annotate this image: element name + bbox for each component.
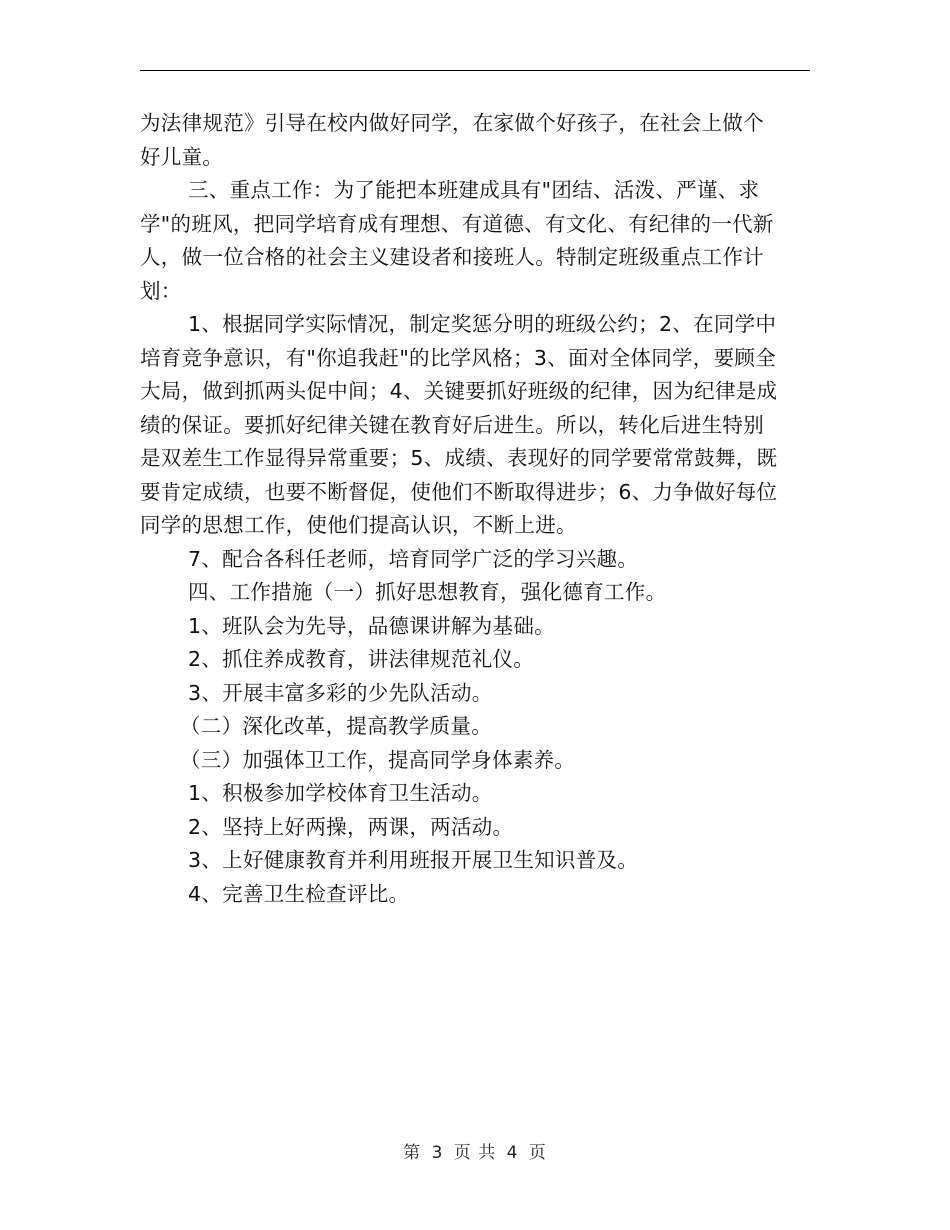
text-line: 3、上好健康教育并利用班报开展卫生知识普及。	[188, 848, 639, 872]
text-line: 2、坚持上好两操，两课，两活动。	[188, 814, 514, 839]
text-line: 为法律规范》引导在校内做好同学，在家做个好孩子，在社会上做个	[140, 111, 764, 135]
text-line: （三）加强体卫工作，提高同学身体素养。	[180, 747, 576, 772]
footer-middle: 页 共	[453, 1143, 497, 1163]
text-line: 1、根据同学实际情况，制定奖惩分明的班级公约；2、在同学中	[188, 312, 777, 336]
text-line: 2、抓住养成教育，讲法律规范礼仪。	[188, 647, 535, 671]
text-line: 学"的班风，把同学培育成有理想、有道德、有文化、有纪律的一代新	[140, 211, 774, 236]
text-line: 绩的保证。要抓好纪律关键在教育好后进生。所以，转化后进生特别	[140, 412, 764, 437]
paragraph	[140, 777, 810, 811]
text-line: 1、积极参加学校体育卫生活动。	[188, 781, 493, 805]
paragraph	[140, 643, 810, 677]
page-footer	[0, 1138, 950, 1163]
paragraph	[140, 710, 810, 744]
text-line: 划：	[140, 278, 182, 303]
text-line: 四、工作措施（一）抓好思想教育，强化德育工作。	[188, 580, 667, 604]
paragraph	[140, 543, 810, 577]
paragraph	[140, 811, 810, 845]
paragraph	[140, 744, 810, 778]
paragraph	[140, 576, 810, 610]
text-line: 人，做一位合格的社会主义建设者和接班人。特制定班级重点工作计	[140, 245, 764, 269]
document-body	[140, 107, 810, 911]
text-line: 同学的思想工作，使他们提高认识，不断上进。	[140, 513, 577, 537]
header-rule	[140, 70, 810, 71]
paragraph	[140, 308, 810, 543]
text-line: 1、班队会为先导，品德课讲解为基础。	[188, 613, 555, 638]
paragraph	[140, 107, 810, 174]
paragraph	[140, 610, 810, 644]
paragraph	[140, 844, 810, 878]
footer-suffix: 页	[528, 1143, 547, 1163]
text-line: 要肯定成绩，也要不断督促，使他们不断取得进步；6、力争做好每位	[140, 479, 778, 504]
text-line: （二）深化改革，提高教学质量。	[180, 714, 492, 738]
text-line: 7、配合各科任老师，培育同学广泛的学习兴趣。	[188, 546, 639, 571]
text-line: 是双差生工作显得异常重要；5、成绩、表现好的同学要常常鼓舞，既	[140, 446, 778, 470]
text-line: 4、完善卫生检查评比。	[188, 881, 410, 906]
text-line: 好儿童。	[140, 144, 224, 169]
text-line: 三、重点工作：为了能把本班建成具有"团结、活泼、严谨、求	[188, 178, 760, 202]
paragraph	[140, 174, 810, 308]
text-line: 大局，做到抓两头促中间；4、关键要抓好班级的纪律，因为纪律是成	[140, 379, 778, 403]
paragraph	[140, 878, 810, 912]
footer-current-page: 3	[431, 1143, 444, 1163]
footer-prefix: 第	[403, 1143, 422, 1163]
footer-total-pages: 4	[506, 1143, 519, 1163]
paragraph	[140, 677, 810, 711]
text-line: 3、开展丰富多彩的少先队活动。	[188, 680, 493, 705]
text-line: 培育竞争意识，有"你追我赶"的比学风格；3、面对全体同学，要顾全	[140, 345, 776, 370]
